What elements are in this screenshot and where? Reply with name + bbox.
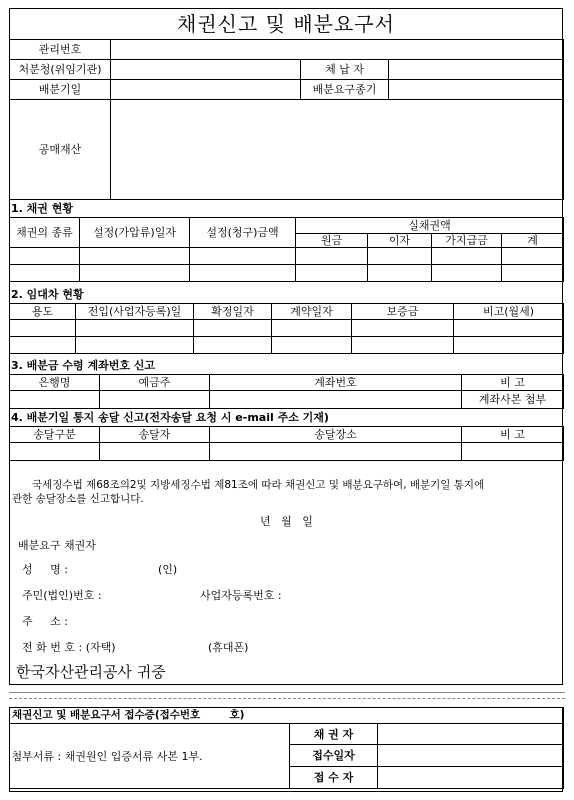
claim-cell[interactable] — [432, 265, 502, 282]
holder-value[interactable] — [100, 391, 210, 409]
lease-cell[interactable] — [76, 337, 194, 354]
info-table — [9, 39, 564, 200]
bizno-label: 사업자등록번호 : — [200, 589, 282, 602]
col-lease-note: 비고(월세) — [454, 304, 564, 320]
claim-cell[interactable] — [502, 265, 564, 282]
col-delivery-place: 송달장소 — [210, 427, 462, 443]
deadline-label: 배분요구종기 — [301, 80, 389, 100]
claim-cell[interactable] — [10, 265, 80, 282]
delinquent-value[interactable] — [389, 60, 564, 80]
col-set-amount: 설정(청구)금액 — [190, 218, 296, 248]
agency-value[interactable] — [111, 60, 301, 80]
receipt-date-label: 접수일자 — [290, 745, 378, 767]
attach-note: 계좌사본 첨부 — [462, 391, 564, 409]
place-value[interactable] — [210, 443, 462, 461]
col-deposit: 보증금 — [352, 304, 454, 320]
claim-cell[interactable] — [190, 248, 296, 265]
phone-label: 전 화 번 호 : (자택) — [22, 641, 116, 654]
receipt-receiver-value[interactable] — [378, 767, 564, 789]
method-value[interactable] — [10, 443, 100, 461]
claim-cell[interactable] — [80, 248, 190, 265]
sec2-heading: 2. 임대차 현황 — [11, 288, 84, 301]
sec4-heading: 4. 배분기일 통지 송달 신고(전자송달 요청 시 e-mail 주소 기재) — [11, 411, 329, 424]
col-fixed-date: 확정일자 — [194, 304, 272, 320]
delivery-note-value[interactable] — [462, 443, 564, 461]
receipt-attachments: 첨부서류 : 채권원인 입증서류 사본 1부. — [10, 724, 290, 789]
claims-table — [9, 217, 564, 282]
decl-creditor: 배분요구 채권자 — [18, 539, 96, 552]
col-claim-type: 채권의 종류 — [10, 218, 80, 248]
lease-cell[interactable] — [272, 337, 352, 354]
seal-mark: (인) — [158, 563, 178, 576]
receipt — [9, 707, 563, 792]
decl-line1: 국세징수법 제68조의2및 지방세징수법 제81조에 따라 채권신고 및 배분요구하여, 배분기일 통지에 — [32, 479, 485, 491]
name-label: 성 명 : — [22, 563, 68, 576]
sec3-heading: 3. 배분금 수령 계좌번호 신고 — [11, 359, 156, 372]
id-label: 주민(법인)번호 : — [22, 589, 102, 602]
col-move-in: 전입(사업자등록)일 — [76, 304, 194, 320]
lease-cell[interactable] — [194, 337, 272, 354]
decl-date: 년 월 일 — [260, 515, 313, 528]
lease-table — [9, 303, 564, 354]
form-title: 채권신고 및 배분요구서 — [10, 9, 562, 40]
col-actual-claim: 실채권액 — [296, 218, 564, 234]
claim-cell[interactable] — [10, 248, 80, 265]
decl-line2: 관한 송달장소를 신고합니다. — [12, 493, 144, 505]
agency-label: 처분청(위임기관) — [10, 60, 111, 80]
col-penalty: 가지급금 — [432, 234, 502, 248]
lease-cell[interactable] — [194, 320, 272, 337]
col-account-note: 비 고 — [462, 375, 564, 391]
col-set-date: 설정(가압류)일자 — [80, 218, 190, 248]
lease-cell[interactable] — [454, 320, 564, 337]
claim-cell[interactable] — [502, 248, 564, 265]
receipt-creditor-value[interactable] — [378, 724, 564, 745]
mgmt-no-value[interactable] — [111, 40, 564, 60]
col-delivery-method: 송달구분 — [10, 427, 100, 443]
col-recipient: 송달자 — [100, 427, 210, 443]
bank-value[interactable] — [10, 391, 100, 409]
col-account: 계좌번호 — [210, 375, 462, 391]
cut-line — [9, 698, 565, 699]
delinquent-label: 체 납 자 — [301, 60, 389, 80]
col-principal: 원금 — [296, 234, 368, 248]
delivery-table — [9, 426, 564, 461]
receipt-heading: 채권신고 및 배분요구서 접수증(접수번호 호) — [10, 708, 564, 724]
col-bank: 은행명 — [10, 375, 100, 391]
lease-cell[interactable] — [454, 337, 564, 354]
claim-cell[interactable] — [368, 265, 432, 282]
property-label: 공매재산 — [10, 100, 111, 200]
property-value[interactable] — [111, 100, 564, 200]
account-value[interactable] — [210, 391, 462, 409]
lease-cell[interactable] — [10, 337, 76, 354]
addressee: 한국자산관리공사 귀중 — [16, 663, 166, 681]
col-holder: 예금주 — [100, 375, 210, 391]
col-contract-date: 계약일자 — [272, 304, 352, 320]
dist-date-label: 배분기일 — [10, 80, 111, 100]
col-interest: 이자 — [368, 234, 432, 248]
lease-cell[interactable] — [352, 320, 454, 337]
dist-date-value[interactable] — [111, 80, 301, 100]
claim-cell[interactable] — [296, 248, 368, 265]
col-total: 계 — [502, 234, 564, 248]
lease-cell[interactable] — [76, 320, 194, 337]
deadline-value[interactable] — [389, 80, 564, 100]
receipt-table — [9, 707, 564, 789]
address-label: 주 소 : — [22, 615, 68, 628]
account-table — [9, 374, 564, 409]
receipt-date-value[interactable] — [378, 745, 564, 767]
sec1-heading: 1. 채권 현황 — [11, 202, 73, 215]
claim-form — [9, 8, 563, 685]
mgmt-no-label: 관리번호 — [10, 40, 111, 60]
receipt-receiver-label: 접 수 자 — [290, 767, 378, 789]
claim-cell[interactable] — [368, 248, 432, 265]
lease-cell[interactable] — [352, 337, 454, 354]
claim-cell[interactable] — [190, 265, 296, 282]
lease-cell[interactable] — [272, 320, 352, 337]
lease-cell[interactable] — [10, 320, 76, 337]
col-use: 용도 — [10, 304, 76, 320]
claim-cell[interactable] — [80, 265, 190, 282]
col-delivery-note: 비 고 — [462, 427, 564, 443]
receipt-creditor-label: 채 권 자 — [290, 724, 378, 745]
claim-cell[interactable] — [296, 265, 368, 282]
claim-cell[interactable] — [432, 248, 502, 265]
mobile-label: (휴대폰) — [208, 641, 249, 654]
cut-line — [9, 692, 565, 693]
recipient-value[interactable] — [100, 443, 210, 461]
